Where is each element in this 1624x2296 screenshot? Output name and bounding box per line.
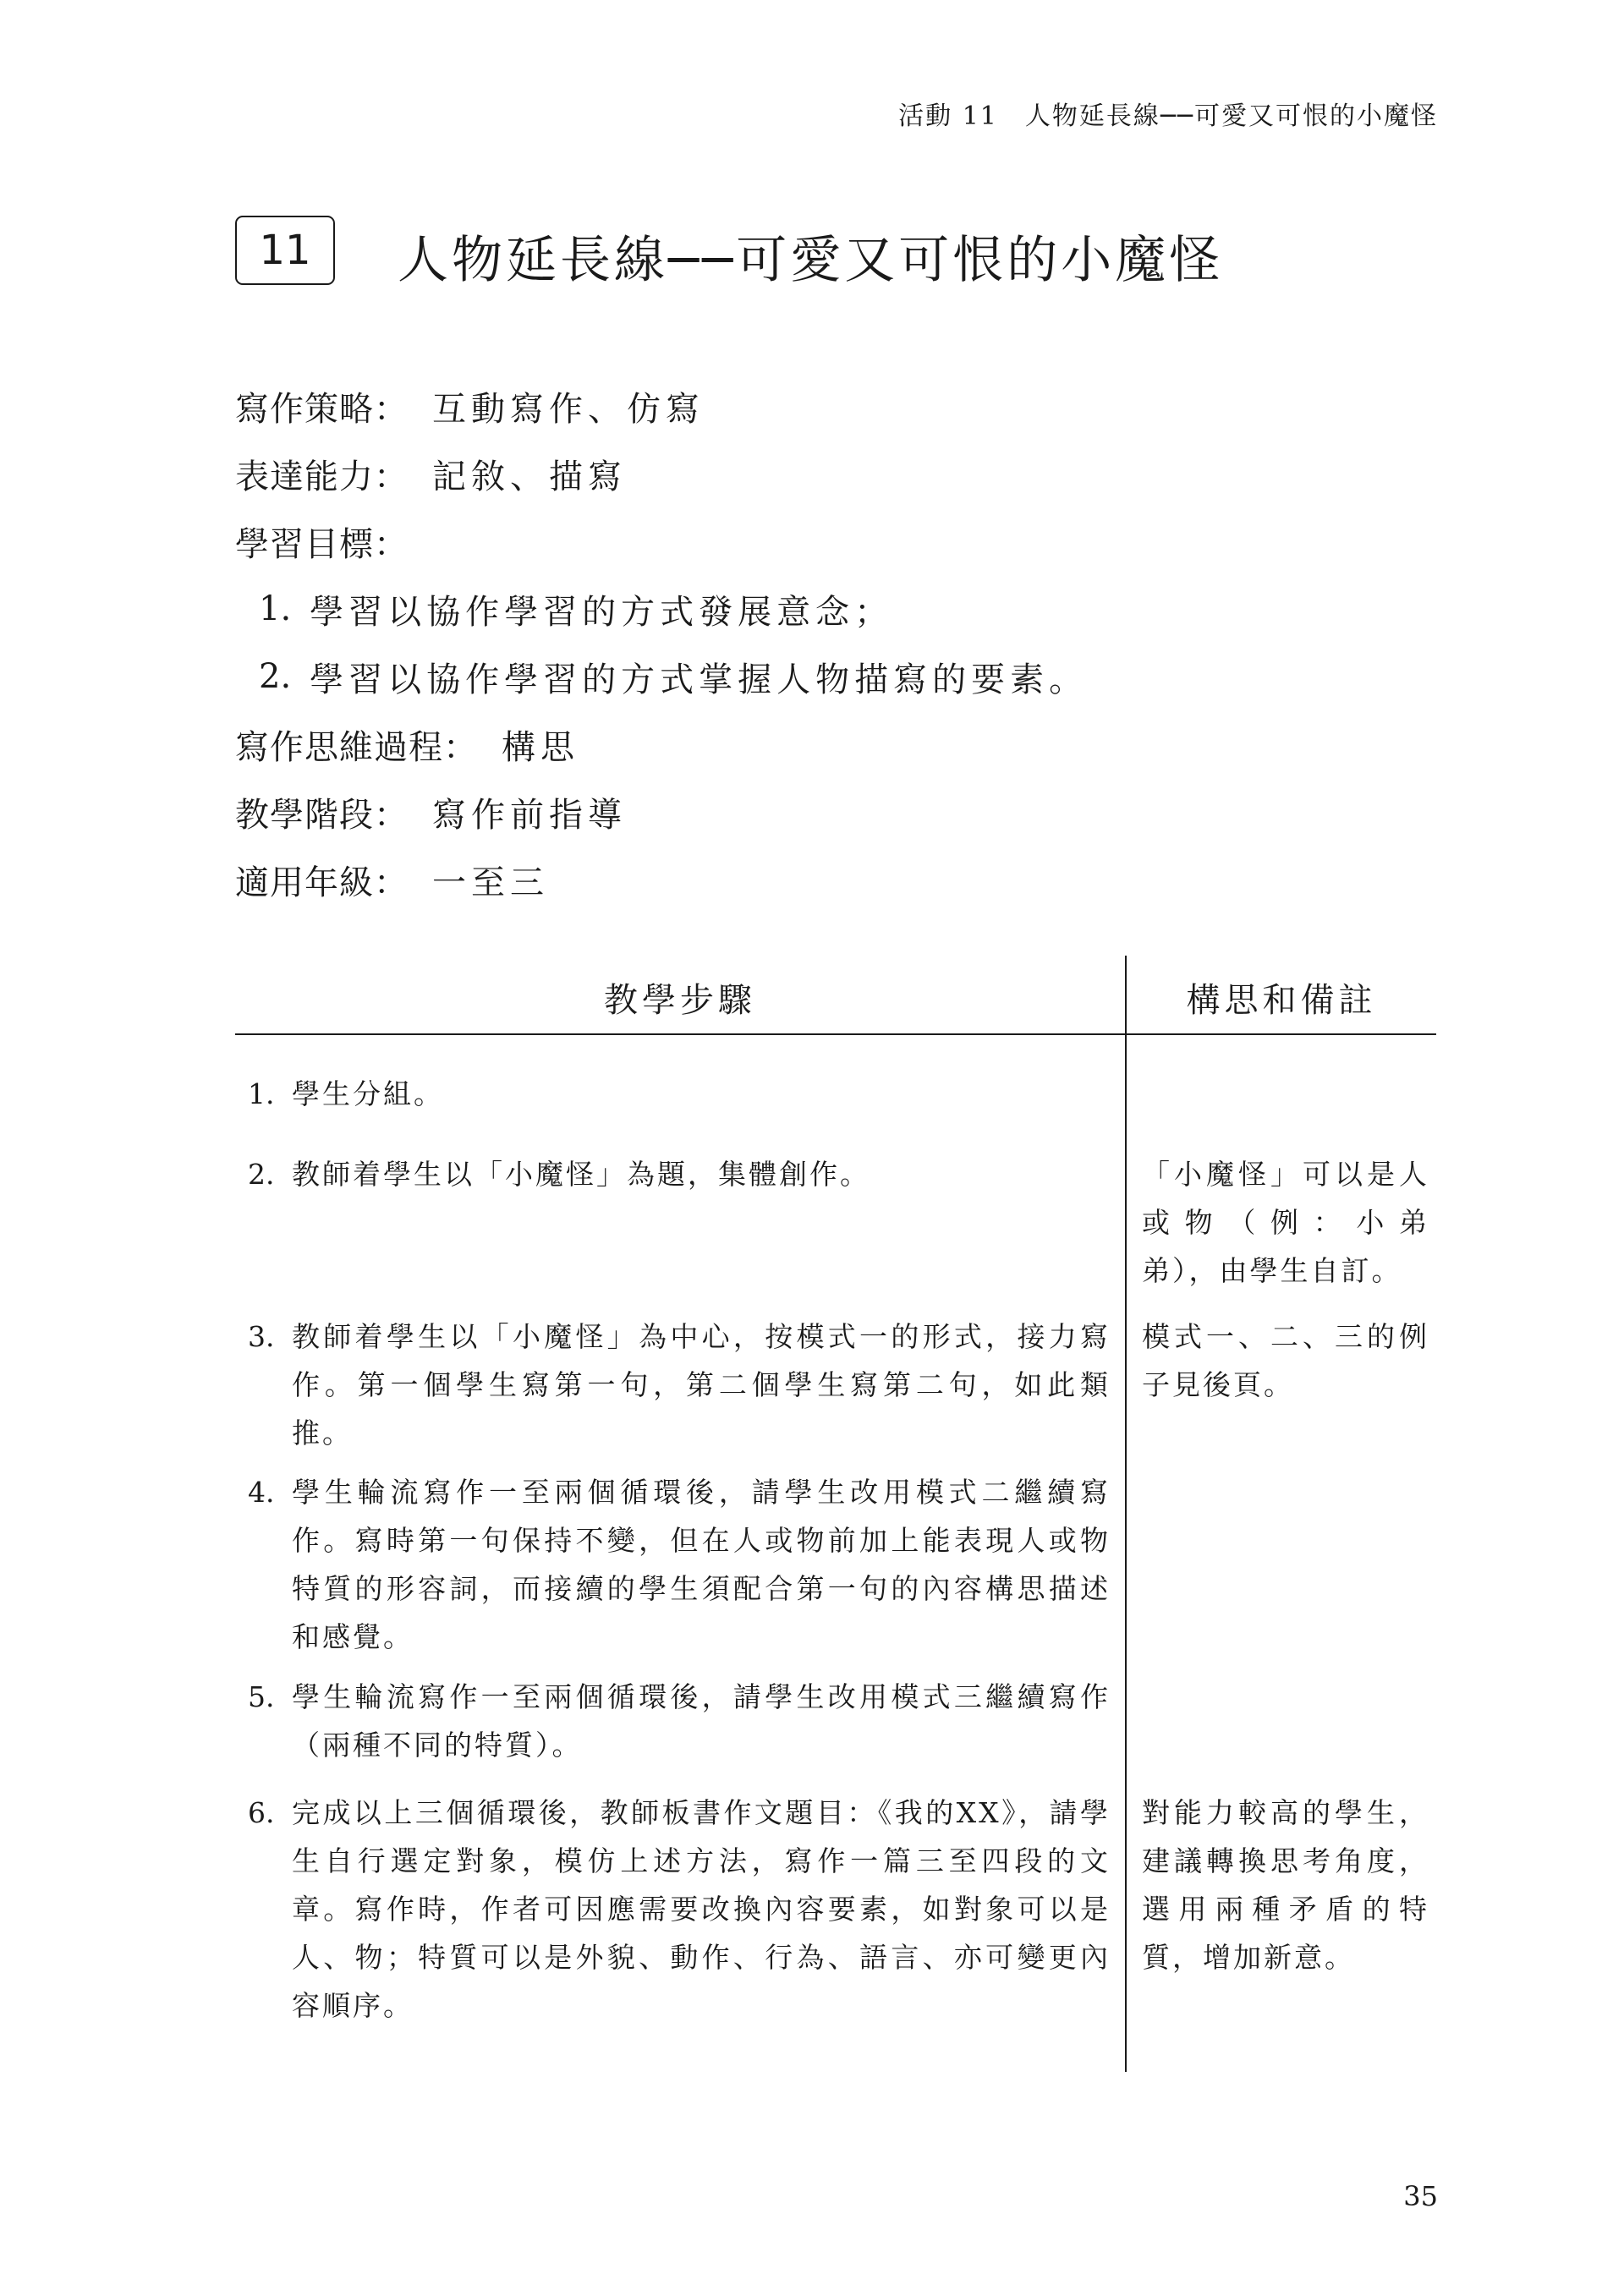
step-item	[248, 1789, 1111, 2030]
activity-info	[235, 372, 1419, 913]
step-number: 3.	[248, 1320, 275, 1353]
step-text: 學生輪流寫作一至兩個循環後，請學生改用模式三繼續寫作（兩種不同的特質）。	[292, 1680, 1111, 1762]
goal-text: 學習以協作學習的方式發展意念；	[310, 592, 894, 632]
goals-row	[235, 507, 1419, 575]
column-header-steps: 教學步驟	[604, 980, 756, 1020]
stage-value: 寫作前指導	[432, 795, 627, 835]
goal-item	[235, 643, 1419, 710]
thinking-value: 構思	[502, 727, 579, 767]
activity-number-badge: 11	[235, 216, 335, 285]
strategy-row	[235, 372, 1419, 440]
thinking-row	[235, 710, 1419, 778]
step-item	[248, 1468, 1111, 1661]
strategy-value: 互動寫作、仿寫	[432, 389, 705, 429]
note-step-2: 「小魔怪」可以是人或物（例：小弟弟），由學生自訂。	[1142, 1158, 1429, 1287]
step-item	[248, 1070, 1111, 1118]
step-text: 學生分組。	[292, 1077, 444, 1110]
strategy-label: 寫作策略：	[235, 389, 409, 429]
page-number: 35	[1403, 2180, 1438, 2212]
grade-row	[235, 846, 1419, 913]
teaching-steps-table	[235, 956, 1436, 2072]
header-rule	[235, 1033, 1436, 1035]
step-item	[248, 1150, 1111, 1198]
step-text: 教師着學生以「小魔怪」為中心，按模式一的形式，接力寫作。第一個學生寫第一句，第二個學生寫第二句，如此類推。	[292, 1320, 1111, 1449]
step-number: 5.	[248, 1680, 275, 1713]
thinking-label: 寫作思維過程：	[235, 727, 478, 767]
ability-row	[235, 440, 1419, 507]
page-title: 人物延長線──可愛又可恨的小魔怪	[398, 231, 1224, 290]
step-number: 2.	[248, 1158, 275, 1191]
step-item	[248, 1673, 1111, 1769]
running-header: 活動 11 人物延長線──可愛又可恨的小魔怪	[898, 101, 1438, 131]
goal-number: 2.	[259, 657, 292, 696]
grade-label: 適用年級：	[235, 863, 409, 902]
ability-label: 表達能力：	[235, 457, 409, 496]
stage-label: 教學階段：	[235, 795, 409, 835]
column-header-notes: 構思和備註	[1186, 980, 1377, 1020]
step-text: 教師着學生以「小魔怪」為題，集體創作。	[292, 1158, 870, 1191]
step-number: 4.	[248, 1476, 275, 1509]
goal-item	[235, 575, 1419, 643]
step-number: 6.	[248, 1796, 275, 1829]
grade-value: 一至三	[432, 863, 549, 902]
column-divider	[1125, 956, 1127, 2072]
ability-value: 記敘、描寫	[432, 457, 627, 496]
note-step-3: 模式一、二、三的例子見後頁。	[1142, 1320, 1429, 1401]
note-step-6: 對能力較高的學生，建議轉換思考角度，選用兩種矛盾的特質，增加新意。	[1142, 1796, 1429, 1974]
stage-row	[235, 778, 1419, 846]
goals-label: 學習目標：	[235, 524, 409, 564]
goal-number: 1.	[259, 589, 292, 628]
step-text: 學生輪流寫作一至兩個循環後，請學生改用模式二繼續寫作。寫時第一句保持不變，但在人或物前加上能表現人或物特質的形容詞，而接續的學生須配合第一句的內容構思描述和感覺。	[292, 1476, 1111, 1653]
step-text: 完成以上三個循環後，教師板書作文題目：《我的XX》，請學生自行選定對象，模仿上述方法，寫作一篇三至四段的文章。寫作時，作者可因應需要改換內容要素，如對象可以是人、物；特質可以是外貌、動作、行為、語言、亦可變更內容順序。	[292, 1796, 1111, 2022]
step-item	[248, 1312, 1111, 1457]
step-number: 1.	[248, 1077, 275, 1110]
goal-text: 學習以協作學習的方式掌握人物描寫的要素。	[310, 660, 1089, 699]
